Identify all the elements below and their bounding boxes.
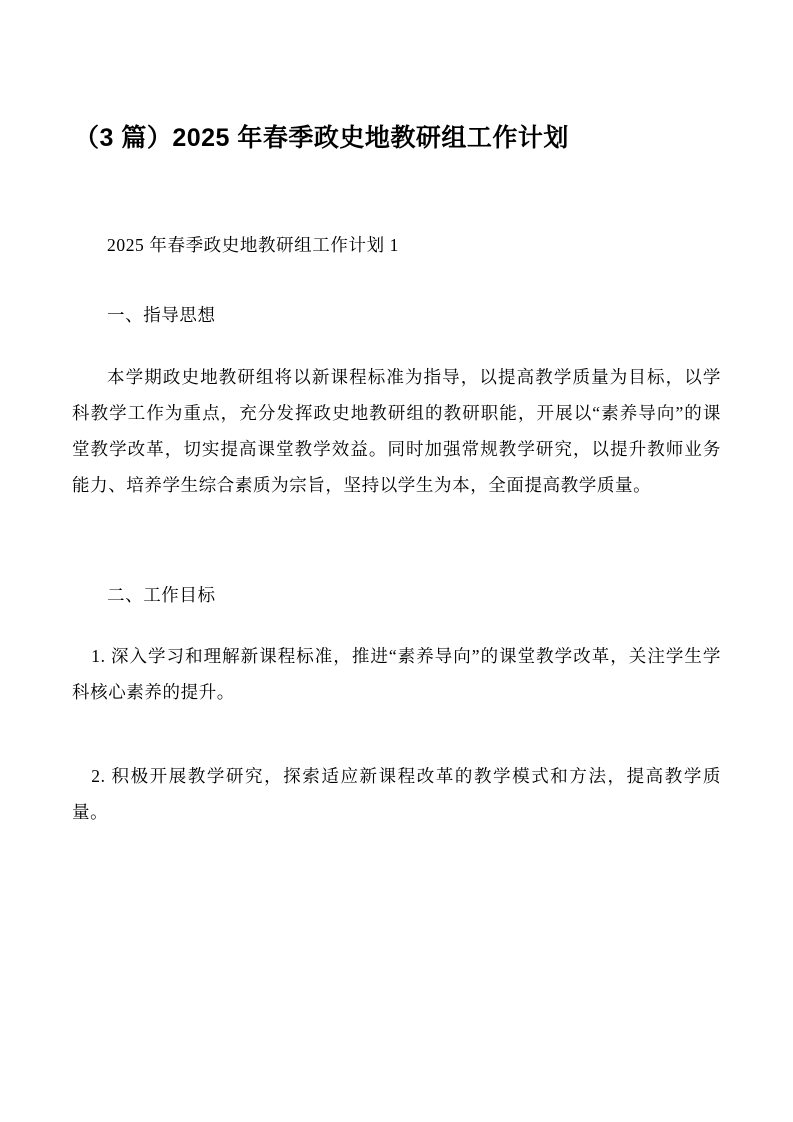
document-body bbox=[72, 228, 721, 831]
document-subtitle: 2025 年春季政史地教研组工作计划 1 bbox=[107, 235, 399, 256]
section-spacer bbox=[72, 526, 721, 552]
paragraph-spacer bbox=[72, 733, 721, 759]
section-2-paragraph-2: 2. 积极开展教学研究，探索适应新课程改革的教学模式和方法，提高教学质量。 bbox=[72, 766, 721, 822]
page-title: （3 篇）2025 年春季政史地教研组工作计划 bbox=[74, 124, 569, 152]
section-heading-1: 一、指导思想 bbox=[107, 305, 216, 326]
section-heading-2: 二、工作目标 bbox=[107, 584, 216, 605]
section-2-paragraph-1: 1. 深入学习和理解新课程标准，推进“素养导向”的课堂教学改革，关注学生学科核心素养的提升。 bbox=[72, 646, 721, 703]
section-1-paragraph-1: 本学期政史地教研组将以新课程标准为指导，以提高教学质量为目标，以学科教学工作为重点，充分发挥政史地教研组的教研职能，开展以“素养导向”的课堂教学改革，切实提高课堂教学效益。同时加强常规教学研究，以提升教师业务能力、培养学生综合素质为宗旨，坚持以学生为本，全面提高教学质量。 bbox=[72, 367, 721, 495]
